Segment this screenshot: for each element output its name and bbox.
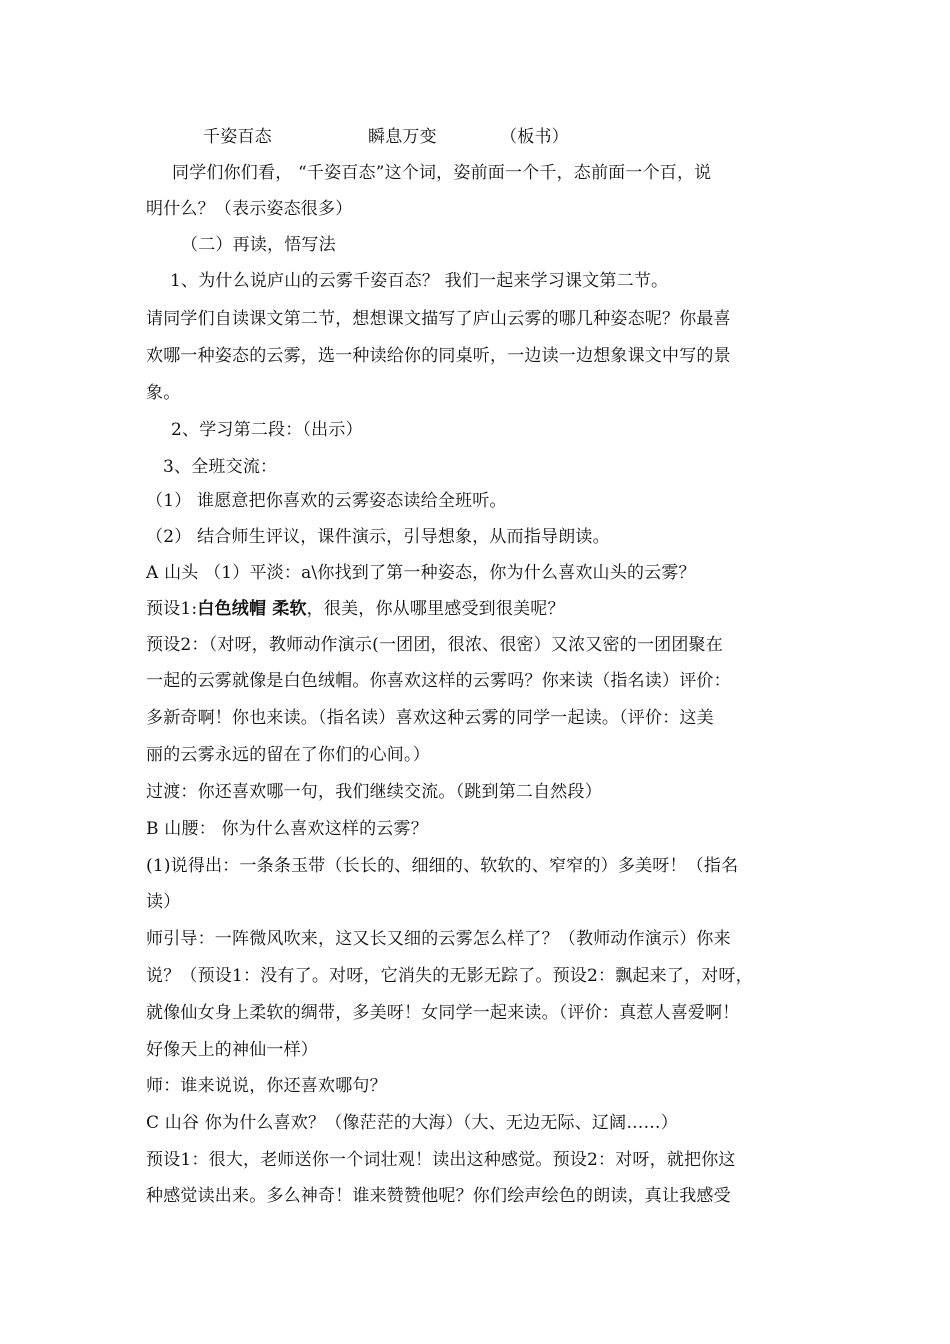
paragraph-line: 欢哪一种姿态的云雾，选一种读给你的同桌听，一边读一边想象课文中写的景	[146, 346, 731, 366]
paragraph-line: 象。	[146, 383, 181, 403]
paragraph-line: 种感觉读出来。多么神奇！谁来赞赞他呢？你们绘声绘色的朗读，真让我感受	[146, 1186, 731, 1206]
section-heading: （二）再读，悟写法	[181, 235, 336, 255]
paragraph-line: (1)说得出：一条条玉带（长长的、细细的、软软的、窄窄的）多美呀！（指名	[146, 856, 739, 876]
paragraph-line: C 山谷 你为什么喜欢？（像茫茫的大海）（大、无边无际、辽阔……）	[146, 1113, 678, 1133]
preset-1-suffix: ，很美，你从哪里感受到很美呢？	[306, 599, 565, 619]
paragraph-line: 师：谁来说说，你还喜欢哪句？	[146, 1076, 387, 1096]
preset-1-line	[146, 598, 826, 620]
paragraph-line: 2、学习第二段：（出示）	[171, 420, 363, 440]
paragraph-line: 师引导：一阵微风吹来，这又长又细的云雾怎么样了？（教师动作演示）你来	[146, 929, 731, 949]
heading-note: （板书）	[500, 127, 569, 147]
paragraph-line: 预设2：（对呀，教师动作演示(一团团，很浓、很密）又浓又密的一团团聚在	[146, 635, 723, 655]
preset-1-bold-text: 白色绒帽 柔软	[197, 599, 307, 619]
paragraph-line: 明什么？（表示姿态很多）	[146, 199, 353, 219]
paragraph-line: 1、为什么说庐山的云雾千姿百态？ 我们一起来学习课文第二节。	[170, 271, 669, 291]
paragraph-line: A 山头 （1）平淡：a\你找到了第一种姿态，你为什么喜欢山头的云雾？	[146, 563, 696, 583]
paragraph-line: 一起的云雾就像是白色绒帽。你喜欢这样的云雾吗？你来读（指名读）评价：	[146, 671, 731, 691]
paragraph-line: B 山腰： 你为什么喜欢这样的云雾？	[146, 819, 428, 839]
board-writing-heading	[203, 126, 883, 148]
paragraph-line: 同学们你们看， “千姿百态”这个词，姿前面一个千，态前面一个百，说	[172, 163, 712, 183]
paragraph-line: 请同学们自读课文第二节，想想课文描写了庐山云雾的哪几种姿态呢？你最喜	[146, 309, 731, 329]
paragraph-line: （2） 结合师生评议，课件演示，引导想象，从而指导朗读。	[146, 527, 610, 547]
paragraph-line: 多新奇啊！你也来读。（指名读）喜欢这种云雾的同学一起读。（评价：这美	[146, 708, 714, 728]
heading-term-1: 千姿百态	[203, 127, 272, 147]
paragraph-line: 就像仙女身上柔软的绸带，多美呀！女同学一起来读。（评价：真惹人喜爱啊！	[146, 1003, 740, 1023]
paragraph-line: 读）	[146, 892, 181, 912]
paragraph-line: 说？（预设1：没有了。对呀，它消失的无影无踪了。预设2：飘起来了，对呀，	[146, 966, 753, 986]
heading-term-2: 瞬息万变	[368, 127, 437, 147]
paragraph-line: 预设1：很大，老师送你一个词壮观！读出这种感觉。预设2：对呀，就把你这	[146, 1150, 736, 1170]
paragraph-line: 丽的云雾永远的留在了你们的心间。）	[146, 745, 430, 765]
preset-1-prefix: 预设1:	[146, 599, 198, 619]
paragraph-line: 3、全班交流：	[163, 457, 278, 477]
paragraph-line: （1） 谁愿意把你喜欢的云雾姿态读给全班听。	[146, 491, 507, 511]
paragraph-line: 好像天上的神仙一样）	[146, 1040, 318, 1060]
paragraph-line: 过渡：你还喜欢哪一句，我们继续交流。（跳到第二自然段）	[146, 782, 602, 802]
